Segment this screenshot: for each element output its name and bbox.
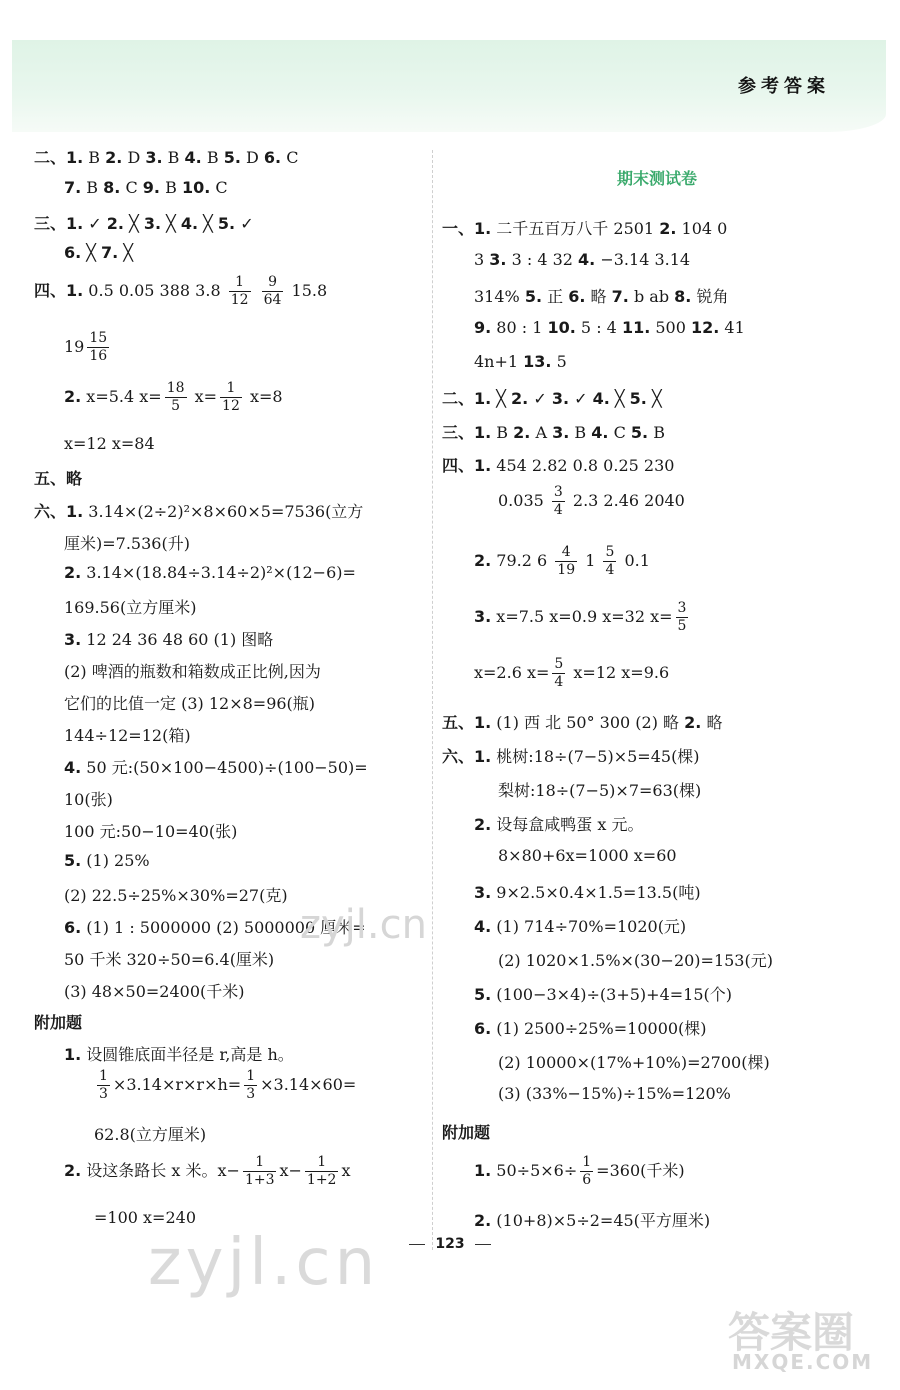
left-s6-line1: 六、1. 3.14×(2÷2)²×8×60×5=7536(立方 (34, 502, 364, 521)
left-extra-line5: =100 x=240 (94, 1208, 196, 1227)
exam-section-title: 期末测试卷 (616, 169, 697, 188)
fraction: $\frac{1}{6}$ (582, 1154, 592, 1188)
left-s2-line1: 二、1. B 2. D 3. B 4. B 5. D 6. C (34, 148, 299, 167)
left-s6-line13: (2) 22.5÷25%×30%=27(克) (64, 886, 288, 905)
left-s6-line16: (3) 48×50=2400(千米) (64, 982, 245, 1001)
right-s1-line4: 9. 80 : 1 10. 5 : 4 11. 500 12. 41 (474, 318, 745, 337)
left-s6-line15: 50 千米 320÷50=6.4(厘米) (64, 950, 275, 969)
fraction: $\frac{1}{3}$ (99, 1068, 108, 1102)
right-s2: 二、1. ╳ 2. ✓ 3. ✓ 4. ╳ 5. ╳ (442, 389, 662, 408)
watermark-mxqe: MXQE.COM (732, 1350, 874, 1374)
fraction: $\frac{1}{12}$ (222, 380, 240, 414)
right-s6-line7: (2) 1020×1.5%×(30−20)=153(元) (498, 951, 773, 970)
fraction: $\frac{3}{5}$ (677, 600, 687, 634)
right-s1-line5: 4n+1 13. 5 (474, 352, 567, 371)
dash-right (475, 1244, 491, 1245)
right-s6-line5: 3. 9×2.5×0.4×1.5=13.5(吨) (474, 883, 701, 902)
right-s6-line10: (2) 10000×(17%+10%)=2700(棵) (498, 1053, 770, 1072)
right-extra-line2: 2. (10+8)×5÷2=45(平方厘米) (474, 1211, 711, 1230)
page-number: 123 (0, 1236, 900, 1252)
left-extra-title: 附加题 (34, 1013, 83, 1032)
left-s6-line4: 169.56(立方厘米) (64, 598, 197, 617)
left-s6-line12: 5. (1) 25% (64, 851, 150, 870)
right-s6-line4: 8×80+6x=1000 x=60 (498, 846, 677, 865)
right-s1-line3: 314% 5. 正 6. 略 7. b ab 8. 锐角 (474, 287, 729, 306)
right-extra-line1: 1. 50÷5×6÷ $\frac{1}{6}$ =360(千米) (474, 1154, 685, 1188)
watermark-daanquan: 答案圈 (728, 1308, 855, 1357)
fraction: $\frac{15}{16}$ (89, 330, 108, 364)
fraction: $\frac{4}{19}$ (557, 544, 576, 578)
left-s6-line11: 100 元:50−10=40(张) (64, 822, 238, 841)
right-s4-line2: 0.035 $\frac{3}{4}$ 2.3 2.46 2040 (498, 484, 685, 518)
fraction: $\frac{9}{64}$ (263, 274, 282, 308)
left-s6-line14: 6. (1) 1 : 5000000 (2) 5000000 厘米= (64, 918, 366, 937)
watermark-zyjl-large: zyjl.cn (148, 1226, 380, 1300)
left-s4-line3: 2. x=5.4 x= $\frac{18}{5}$ x= $\frac{1}{12}$ x=8 (64, 380, 283, 414)
fraction: $\frac{1}{3}$ (246, 1068, 256, 1102)
right-s6-line2: 梨树:18÷(7−5)×7=63(棵) (498, 781, 702, 800)
left-s2-line2: 7. B 8. C 9. B 10. C (64, 178, 228, 197)
watermark-zyjl-mid: zyjl.cn (300, 902, 427, 948)
left-s5: 五、略 (34, 469, 83, 488)
right-s4-line4: 3. x=7.5 x=0.9 x=32 x= $\frac{3}{5}$ (474, 600, 687, 634)
left-extra-line2: $\frac{1}{3}$ ×3.14×r×r×h= $\frac{1}{3}$ ×3.14×60= (99, 1068, 357, 1102)
fraction: $\frac{1}{1+3}$ (244, 1154, 275, 1188)
left-s6-line2: 厘米)=7.536(升) (64, 534, 190, 553)
right-s6-line8: 5. (100−3×4)÷(3+5)+4=15(个) (474, 985, 732, 1004)
fraction: $\frac{1}{1+2}$ (306, 1154, 337, 1188)
left-s4-line2: 19 $\frac{15}{16}$ (64, 330, 108, 364)
left-s6-line6: (2) 啤酒的瓶数和箱数成正比例,因为 (64, 662, 321, 681)
right-s3: 三、1. B 2. A 3. B 4. C 5. B (442, 423, 665, 442)
column-divider (432, 150, 433, 1250)
left-s6-line3: 2. 3.14×(18.84÷3.14÷2)²×(12−6)= (64, 563, 356, 582)
right-s1-line1: 一、1. 二千五百万八千 2501 2. 104 0 (442, 219, 728, 238)
left-s3-line1: 三、1. ✓ 2. ╳ 3. ╳ 4. ╳ 5. ✓ (34, 214, 254, 233)
right-s6-line9: 6. (1) 2500÷25%=10000(棵) (474, 1019, 707, 1038)
right-s6-line3: 2. 设每盒咸鸭蛋 x 元。 (474, 815, 644, 834)
left-extra-line4: 2. 设这条路长 x 米。x− $\frac{1}{1+3}$ x− $\frac{1}{1+2}$ x (64, 1154, 351, 1188)
right-s4-line3: 2. 79.2 6 $\frac{4}{19}$ 1 $\frac{5}{4}$ 0.1 (474, 544, 650, 578)
left-s6-line5: 3. 12 24 36 48 60 (1) 图略 (64, 630, 274, 649)
fraction: $\frac{3}{4}$ (553, 484, 563, 518)
right-s4-line5: x=2.6 x= $\frac{5}{4}$ x=12 x=9.6 (474, 656, 670, 690)
header-title: 参考答案 (738, 76, 830, 97)
right-s6-line6: 4. (1) 714÷70%=1020(元) (474, 917, 687, 936)
right-s1-line2: 3 3. 3 : 4 32 4. −3.14 3.14 (474, 250, 691, 269)
fraction: $\frac{5}{4}$ (554, 656, 564, 690)
right-s6-line1: 六、1. 桃树:18÷(7−5)×5=45(棵) (442, 747, 700, 766)
left-s6-line8: 144÷12=12(箱) (64, 726, 191, 745)
left-extra-line3: 62.8(立方厘米) (94, 1125, 207, 1144)
left-extra-line1: 1. 设圆锥底面半径是 r,高是 h。 (64, 1045, 294, 1064)
fraction: $\frac{18}{5}$ (166, 380, 185, 414)
left-s6-line7: 它们的比值一定 (3) 12×8=96(瓶) (64, 694, 316, 713)
right-s6-line11: (3) (33%−15%)÷15%=120% (498, 1084, 731, 1103)
right-s4-line1: 四、1. 454 2.82 0.8 0.25 230 (442, 456, 675, 475)
fraction: $\frac{5}{4}$ (605, 544, 615, 578)
left-s4-line4: x=12 x=84 (64, 434, 155, 453)
left-s4-line1: 四、1. 0.5 0.05 388 3.8 $\frac{1}{12}$ $\frac{9}{64}$ 15.8 (34, 274, 328, 308)
left-s6-line9: 4. 50 元:(50×100−4500)÷(100−50)= (64, 758, 368, 777)
left-s6-line10: 10(张) (64, 790, 113, 809)
right-s5: 五、1. (1) 西 北 50° 300 (2) 略 2. 略 (442, 713, 723, 732)
right-extra-title: 附加题 (442, 1123, 491, 1142)
fraction: $\frac{1}{12}$ (230, 274, 249, 308)
left-s3-line2: 6. ╳ 7. ╳ (64, 243, 133, 262)
dash-left (409, 1244, 425, 1245)
